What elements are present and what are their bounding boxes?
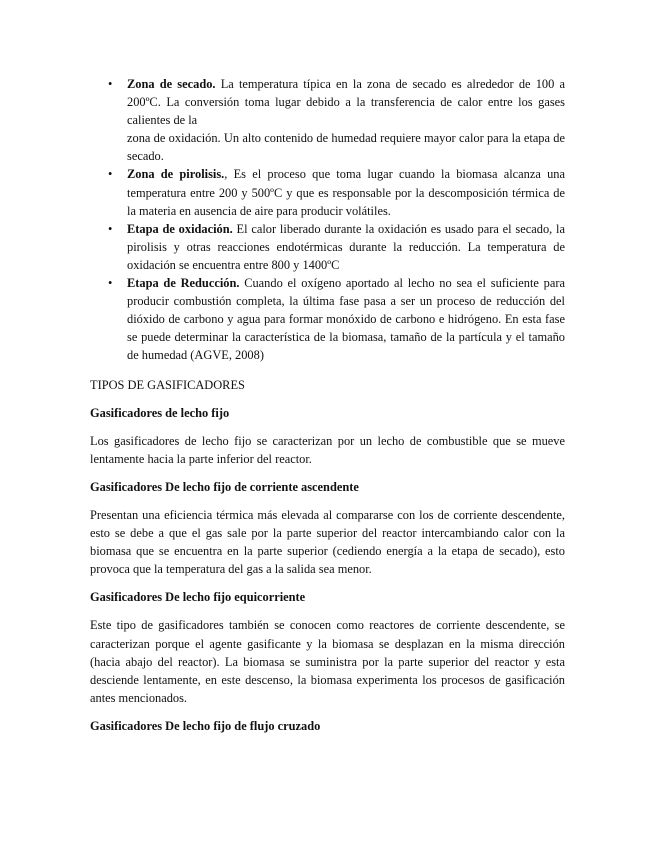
list-item-zona-pirolisis [90,165,565,219]
subheading-corriente-ascendente: Gasificadores De lecho fijo de corriente ascendente [90,479,359,494]
subheading-lecho-fijo: Gasificadores de lecho fijo [90,405,230,420]
bullet-term: Zona de secado. [127,77,216,91]
subheading-flujo-cruzado: Gasificadores De lecho fijo de flujo cruzado [90,718,321,733]
bullet-term: Etapa de oxidación. [127,221,233,236]
bullet-text: El calor liberado durante la oxidación es usado para el secado, la pirolisis y otras reacciones endotérmicas durante la reducción. La temperatura de oxidación se encuentra entre 800 y 1400ºC [127,221,565,272]
gasification-stages-list [90,75,565,365]
bullet-continuation: zona de oxidación. Un alto contenido de humedad requiere mayor calor para la etapa de secado. [127,131,565,164]
document-body [90,75,565,735]
bullet-term: Etapa de Reducción. [127,276,240,291]
paragraph-corriente-ascendente: Presentan una eficiencia térmica más elevada al compararse con los de corriente descendente, esto se debe a que el gas sale por la parte superior del reactor intercambiando calor con la biomasa que se encuentra en la parte superior (cediendo energía a la etapa de secado), esto provoca que la temperatura del gas a la salida sea menor. [90,507,565,577]
bullet-icon: • [108,221,113,236]
bullet-icon: • [108,276,113,291]
list-item-zona-secado [90,75,565,165]
bullet-icon: • [108,167,113,182]
list-item-etapa-reduccion [90,274,565,364]
paragraph-equicorriente: Este tipo de gasificadores también se conocen como reactores de corriente descendente, se caracterizan porque el agente gasificante y la biomasa se desplazan en la misma dirección (hacia abajo del reactor). La biomasa se suministra por la parte superior del reactor y esta desciende lentamente, en este descenso, la biomasa experimenta los procesos de gasificación antes mencionados. [90,618,565,705]
bullet-icon: • [108,77,113,91]
section-title: TIPOS DE GASIFICADORES [90,377,245,392]
paragraph-lecho-fijo: Los gasificadores de lecho fijo se caracterizan por un lecho de combustible que se mueve lentamente hacia la parte inferior del reactor. [90,433,565,466]
list-item-etapa-oxidacion [90,220,565,274]
bullet-text: La temperatura típica en la zona de secado es alrededor de 100 a 200ºC. La conversión toma lugar debido a la transferencia de calor entre los gases calientes de la [127,77,565,128]
bullet-term: Zona de pirolisis. [127,167,225,182]
bullet-text: Cuando el oxígeno aportado al lecho no sea el suficiente para producir combustión completa, la última fase pasa a ser un proceso de reducción del dióxido de carbono y agua para formar monóxido de carbono e hidrógeno. En esta fase se puede determinar la característica de la biomasa, tamaño de la partícula y el tamaño de humedad (AGVE, 2008) [127,276,565,363]
bullet-text: , Es el proceso que toma lugar cuando la biomasa alcanza una temperatura entre 200 y 500ºC y que es responsable por la descomposición térmica de la materia en ausencia de aire para producir volátiles. [127,167,565,218]
subheading-equicorriente: Gasificadores De lecho fijo equicorriente [90,590,306,605]
